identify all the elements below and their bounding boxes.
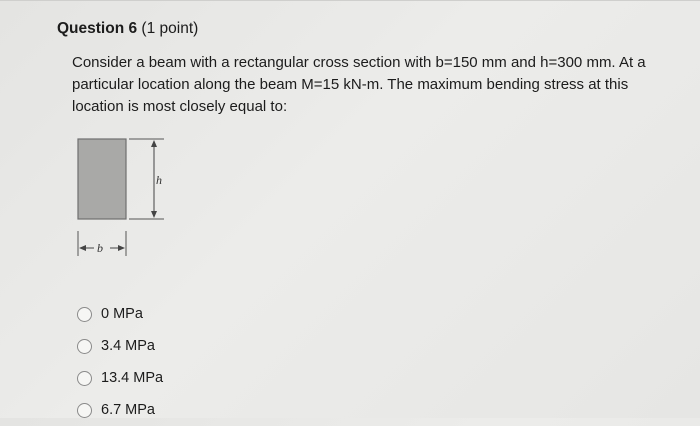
answer-option-label: 6.7 MPa xyxy=(101,402,155,418)
question-title: Question 6 xyxy=(57,20,138,37)
question-text: Consider a beam with a rectangular cross section with b=150 mm and h=300 mm. At a particular location along the beam M=15 kN-m. The maximum bending stress at this location is most closely equal to: xyxy=(72,54,646,115)
b-arrow-left xyxy=(79,245,86,251)
b-label: b xyxy=(97,241,103,255)
question-header xyxy=(57,20,198,38)
top-divider xyxy=(0,0,700,1)
answer-option[interactable] xyxy=(77,330,163,362)
answer-options xyxy=(77,298,163,426)
radio-button[interactable] xyxy=(77,403,92,418)
cross-section-diagram xyxy=(70,130,180,270)
answer-option-label: 0 MPa xyxy=(101,306,143,322)
answer-option-label: 3.4 MPa xyxy=(101,338,155,354)
radio-button[interactable] xyxy=(77,339,92,354)
answer-option-label: 13.4 MPa xyxy=(101,370,164,386)
h-arrow-bottom xyxy=(151,211,157,218)
radio-button[interactable] xyxy=(77,307,92,322)
answer-option[interactable] xyxy=(77,362,163,394)
answer-option[interactable] xyxy=(77,394,163,426)
b-arrow-right xyxy=(118,245,125,251)
h-arrow-top xyxy=(151,140,157,147)
cross-section-rect xyxy=(78,139,126,219)
answer-option[interactable] xyxy=(77,298,163,330)
question-points: (1 point) xyxy=(141,20,199,37)
beam-cross-section-figure xyxy=(70,130,180,270)
h-label: h xyxy=(156,173,162,187)
radio-button[interactable] xyxy=(77,371,92,386)
